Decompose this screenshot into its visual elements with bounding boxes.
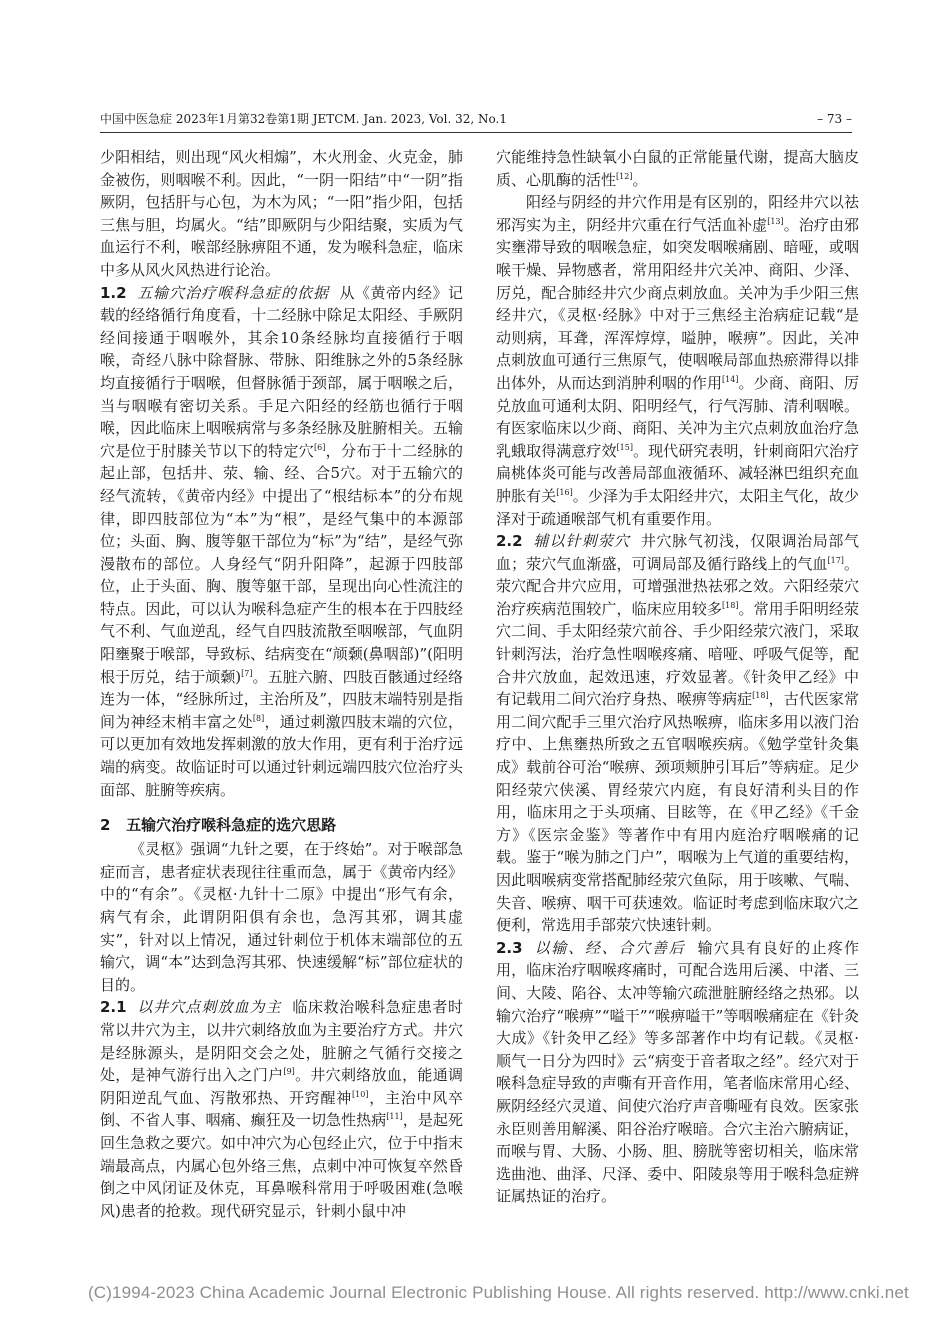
header-rule <box>100 132 852 133</box>
section-2-number: 2 <box>100 816 111 835</box>
text-run: ，是起死回生急救之要穴。如中冲穴为心包经止穴，位于中指末端最高点，内属心包外络三焦，点刺中冲可恢复卒然昏倒之中风闭证及休克，耳鼻喉科常用于呼吸困难(急喉风)患者的抢救。现代研究显示，针刺小鼠中冲 <box>100 1111 463 1220</box>
copyright-footer: (C)1994-2023 China Academic Journal Electronic Publishing House. All rights reserved. http://www.cnki.net <box>88 1283 909 1302</box>
citation-ref: [11] <box>386 1112 403 1122</box>
text-run: 。五脏六腑、四肢百骸通过经络连为一体，“经脉所过，主治所及”，四肢末端特别是指间为神经末梢丰富之处 <box>100 667 463 731</box>
paragraph-continued: 少阳相结，则出现“风火相煽”，木火刑金、火克金，肺金被伤，则咽喉不利。因此，“一阴一阳结”中“一阴”指厥阴，包括肝与心包，为木为风；“一阳”指少阳，包括三焦与胆，均属火。“结”即厥阴与少阳结聚，实质为气血运行不利，喉部经脉痹阻不通，发为喉科急症，临床中多从风火风热进行论治。 <box>100 148 463 279</box>
right-column <box>496 146 859 1208</box>
section-2-1-number: 2.1 <box>100 998 127 1017</box>
running-header <box>100 110 852 132</box>
text-run: 阳经与阴经的井穴作用是有区别的，阳经井穴以祛邪泻实为主，阴经井穴重在行气活血补虚 <box>496 193 859 234</box>
text-run: 。常用手阳明经荥穴二间、手太阳经荥穴前谷、手少阳经荥穴液门，采取针刺泻法，治疗急性咽喉疼痛、喑哑、呼吸气促等，配合井穴放血，起效迅速，疗效显著。《针灸甲乙经》中有记载用二间穴治疗身热、喉痹等病症 <box>496 599 859 709</box>
section-2-heading <box>100 814 463 836</box>
section-2-3-title: 以输、经、合穴善后 <box>534 938 686 957</box>
text-run: ，主治中风卒倒、不省人事、咽痛、癫狂及一切急性热病 <box>100 1088 463 1130</box>
citation-ref: [14] <box>722 374 739 384</box>
paragraph-yang-yin-jing <box>496 191 859 530</box>
section-2-paragraph: 《灵枢》强调“九针之要，在于终始”。对于喉部急症而言，患者症状表现往往重而急，属于《黄帝内经》中的“有余”。《灵枢·九针十二原》中提出“形气有余，病气有余，此谓阴阳俱有余也，急泻其邪，调其虚实”，针对以上情况，通过针刺位于机体末端部位的五输穴，调“本”达到急泻其邪、快速缓解“标”部位症状的目的。 <box>100 840 463 994</box>
citation-ref: [18] <box>752 691 769 701</box>
citation-ref: [13] <box>767 216 784 226</box>
text-run: ，古代医家常用二间穴配手三里穴治疗风热喉痹，临床多用以液门治疗中、上焦壅热所致之五官咽喉疾病。《勉学堂针灸集成》载前谷可治“喉痹、颈项颊肿引耳后”等病症。足少阳经荥穴侠溪、胃经荥穴内庭，有良好清利头目的作用，临床用之于头项痛、目眩等，在《甲乙经》《千金方》《医宗金鉴》等著作中有用内庭治疗咽喉痛的记载。鉴于“喉为肺之门户”，咽喉为上气道的重要结构，因此咽喉病变常搭配肺经荥穴鱼际，用于咳嗽、气喘、失音、喉痹、咽干可获速效。临证时考虑到临床取穴之便利，常选用手部荥穴快速针刺。 <box>496 690 859 935</box>
section-2-1-title: 以井穴点刺放血为主 <box>137 998 282 1017</box>
citation-ref: [17] <box>827 555 844 565</box>
section-2-3-number: 2.3 <box>496 938 523 957</box>
text-run: 从《黄帝内经》记载的经络循行角度看，十二经脉中除足太阳经、手厥阴经间接通于咽喉外，其余10条经脉均直接循行于咽喉，奇经八脉中除督脉、带脉、阳维脉之外的5条经脉均直接循行于咽喉，但督脉循于颈部，属于咽喉之后，当与咽喉有密切关系。手足六阳经的经筋也循行于咽喉，因此临床上咽喉病常与多条经脉及脏腑相关。五输穴是位于肘膝关节以下的特定穴 <box>100 283 463 460</box>
citation-ref: [7] <box>241 668 253 678</box>
paragraph-continued <box>496 146 859 191</box>
citation-ref: [12] <box>616 171 633 181</box>
page-number: – 73 – <box>817 112 852 126</box>
section-2-2-paragraph <box>496 530 859 937</box>
section-1-2-number: 1.2 <box>100 283 127 302</box>
citation-ref: [15] <box>616 442 633 452</box>
citation-ref: [8] <box>252 713 265 723</box>
section-2-1-paragraph <box>100 996 463 1222</box>
text-run: 。井穴刺络放血，能通调阴阳逆乱气血、泻散邪热、开窍醒神 <box>100 1066 463 1107</box>
section-2-2-title: 辅以针刺荥穴 <box>533 532 631 551</box>
section-1-2-paragraph <box>100 282 463 802</box>
journal-citation: 中国中医急症 2023年1月第32卷第1期 JETCM. Jan. 2023, Vol. 32, No.1 <box>100 112 507 126</box>
text-run: 穴能维持急性缺氧小白鼠的正常能量代谢，提高大脑皮质、心肌酶的活性 <box>496 148 859 189</box>
text-run: 。治疗由邪实壅滞导致的咽喉急症，如突发咽喉痛剧、暗哑，或咽喉干燥、异物感者，常用阳经井穴关冲、商阳、少泽、厉兑，配合肺经井穴少商点刺放血。关冲为手少阳三焦经井穴，《灵枢·经脉》中对于三焦经主治病症记载“是动则病，耳聋，浑浑焞焞，嗌肿，喉痹”。因此，关冲点刺放血可通行三焦原气，使咽喉局部血热瘀滞得以排出体外，从而达到消肿利咽的作用 <box>496 215 859 392</box>
left-column <box>100 146 463 1222</box>
section-2-3-paragraph <box>496 937 859 1208</box>
text-run: 。少商、商阳、厉兑放血可通利太阴、阳明经气，行气泻肺、清利咽喉。有医家临床以少商、商阳、关冲为主穴点刺放血治疗急乳蛾取得满意疗效 <box>496 373 859 460</box>
text-run: ，分布于十二经脉的起止部，包括井、荥、输、经、合5穴。对于五输穴的经气流转，《黄帝内经》中提出了“根结标本”的分布规律，即四肢部位为“本”为“根”，是经气集中的本源部位；头面、胸、腹等躯干部位为“标”为“结”，是经气弥漫散布的部位。人身经气“阴升阳降”，起源于四肢部位，止于头面、胸、腹等躯干部，呈现出向心性流注的特点。因此，可以认为喉科急症产生的根本在于四肢经气不利、气血逆乱，经气自四肢流散至咽喉部，气血阴阳壅聚于喉部，导致标、结病变在“颃颡(鼻咽部)”(阳明根于厉兑，结于颃颡) <box>100 441 463 686</box>
section-2-title: 五输穴治疗喉科急症的选穴思路 <box>126 816 337 835</box>
citation-ref: [9] <box>283 1067 295 1077</box>
citation-ref: [18] <box>722 600 739 610</box>
citation-ref: [16] <box>556 487 573 497</box>
text-run: 。少泽为手太阳经井穴，太阳主气化，故少泽对于疏通喉部气机有重要作用。 <box>496 486 859 528</box>
section-2-2-number: 2.2 <box>496 532 523 551</box>
citation-ref: [6] <box>314 442 326 452</box>
text-run: ，通过刺激四肢末端的穴位，可以更加有效地发挥刺激的放大作用，更有利于治疗远端的病变。故临证时可以通过针刺远端四肢穴位治疗头面部、脏腑等疾病。 <box>100 712 463 799</box>
text-run: 。 <box>632 170 648 189</box>
section-1-2-title: 五输穴治疗喉科急症的依据 <box>137 283 330 302</box>
text-run: 。现代研究表明，针刺商阳穴治疗扁桃体炎可能与改善局部血液循环、减轻淋巴组织充血肿胀有关 <box>496 441 859 505</box>
text-run: 井穴脉气初浅，仅限调治局部气血；荥穴气血渐盛，可调局部及循行路线上的气血 <box>496 532 859 573</box>
text-run: 临床救治喉科急症患者时常以井穴为主，以井穴刺络放血为主要治疗方式。井穴是经脉源头，是阴阳交会之处，脏腑之气循行交接之处，是神气游行出入之门户 <box>100 998 463 1085</box>
text-run: 输穴具有良好的止疼作用，临床治疗咽喉疼痛时，可配合选用后溪、中渚、三间、大陵、陷谷、太冲等输穴疏泄脏腑经络之热邪。以输穴治疗“喉痹”“嗌干”“喉痹嗌干”等咽喉痛症在《针灸大成》《针灸甲乙经》等多部著作中均有记载。《灵枢·顺气一日分为四时》云“病变于音者取之经”。经穴对于喉科急症导致的声嘶有开音作用，笔者临床常用心经、厥阴经经穴灵道、间使穴治疗声音嘶哑有良效。医家张永臣则善用解溪、阳谷治疗喉暗。合穴主治六腑病证，而喉与胃、大肠、小肠、胆、膀胱等密切相关，临床常选曲池、曲泽、尺泽、委中、阳陵泉等用于喉科急症辨证属热证的治疗。 <box>496 938 859 1206</box>
citation-ref: [10] <box>352 1089 369 1099</box>
text-run: 。荥穴配合井穴应用，可增强泄热祛邪之效。六阳经荥穴治疗疾病范围较广，临床应用较多 <box>496 554 859 618</box>
